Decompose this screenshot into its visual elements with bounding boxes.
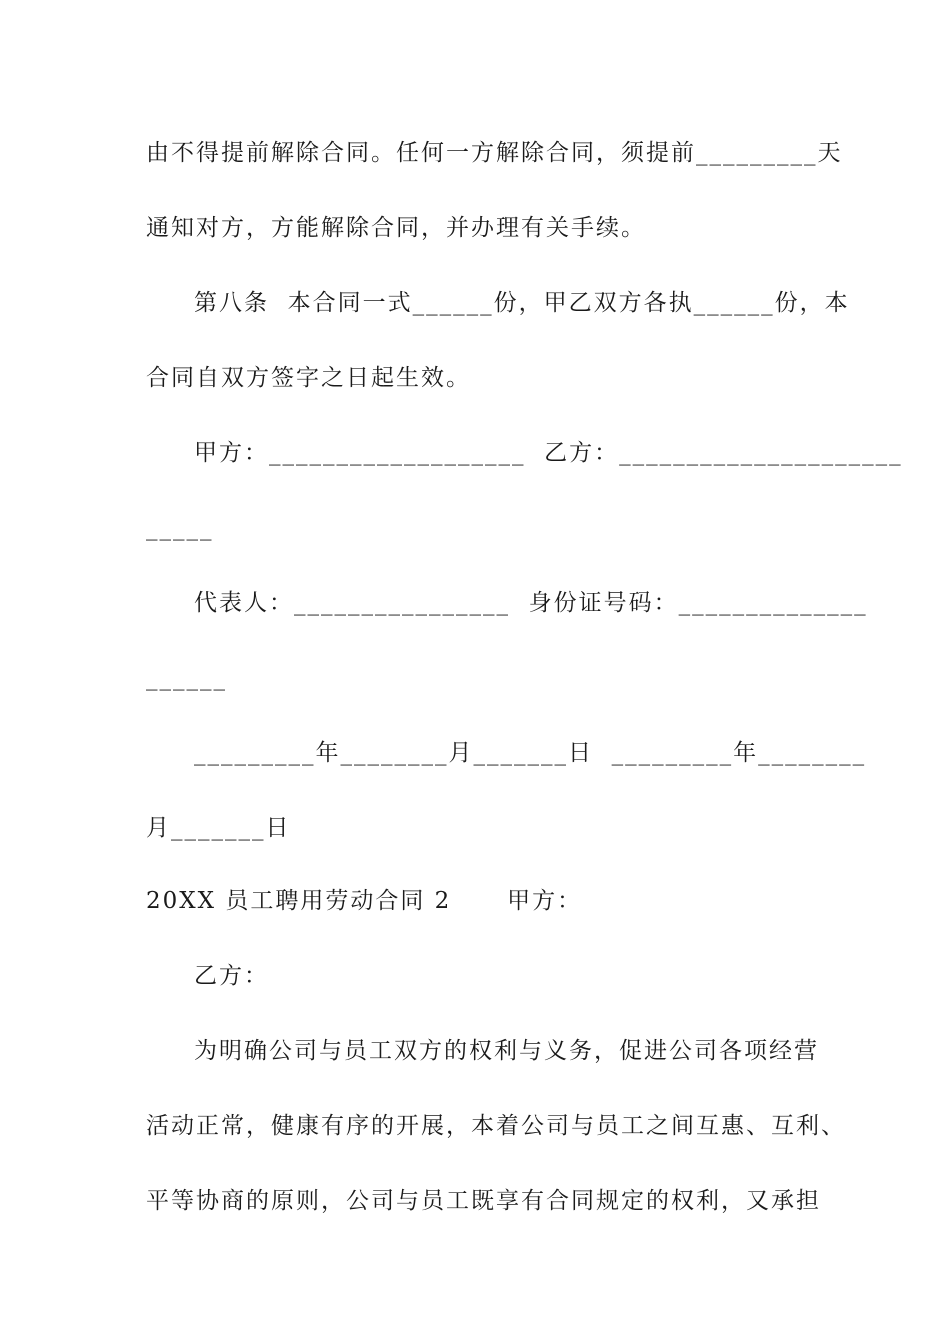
contract-heading: 20XX 员工聘用劳动合同 2 甲方：	[146, 888, 583, 914]
date-line: _________年________月_______日 _________年________	[194, 740, 867, 766]
text-line-14: 活动正常，健康有序的开展，本着公司与员工之间互惠、互利、	[146, 1113, 846, 1139]
signature-party-line: 甲方：___________________ 乙方：_____________________	[194, 440, 903, 466]
representative-line-cont: ______	[146, 665, 227, 691]
text-line-3: 第八条 本合同一式______份，甲乙双方各执______份，本	[194, 290, 850, 316]
text-line-13: 为明确公司与员工双方的权利与义务，促进公司各项经营	[194, 1038, 819, 1064]
signature-party-line-cont: _____	[146, 515, 214, 541]
representative-line: 代表人：________________ 身份证号码：______________	[194, 590, 868, 616]
text-line-1: 由不得提前解除合同。任何一方解除合同，须提前_________天	[146, 140, 843, 166]
text-line-2: 通知对方，方能解除合同，并办理有关手续。	[146, 215, 646, 241]
party-b-label: 乙方：	[194, 963, 269, 989]
text-line-15: 平等协商的原则，公司与员工既享有合同规定的权利，又承担	[146, 1188, 821, 1214]
text-line-4: 合同自双方签字之日起生效。	[146, 365, 471, 391]
date-line-cont: 月_______日	[146, 815, 291, 841]
